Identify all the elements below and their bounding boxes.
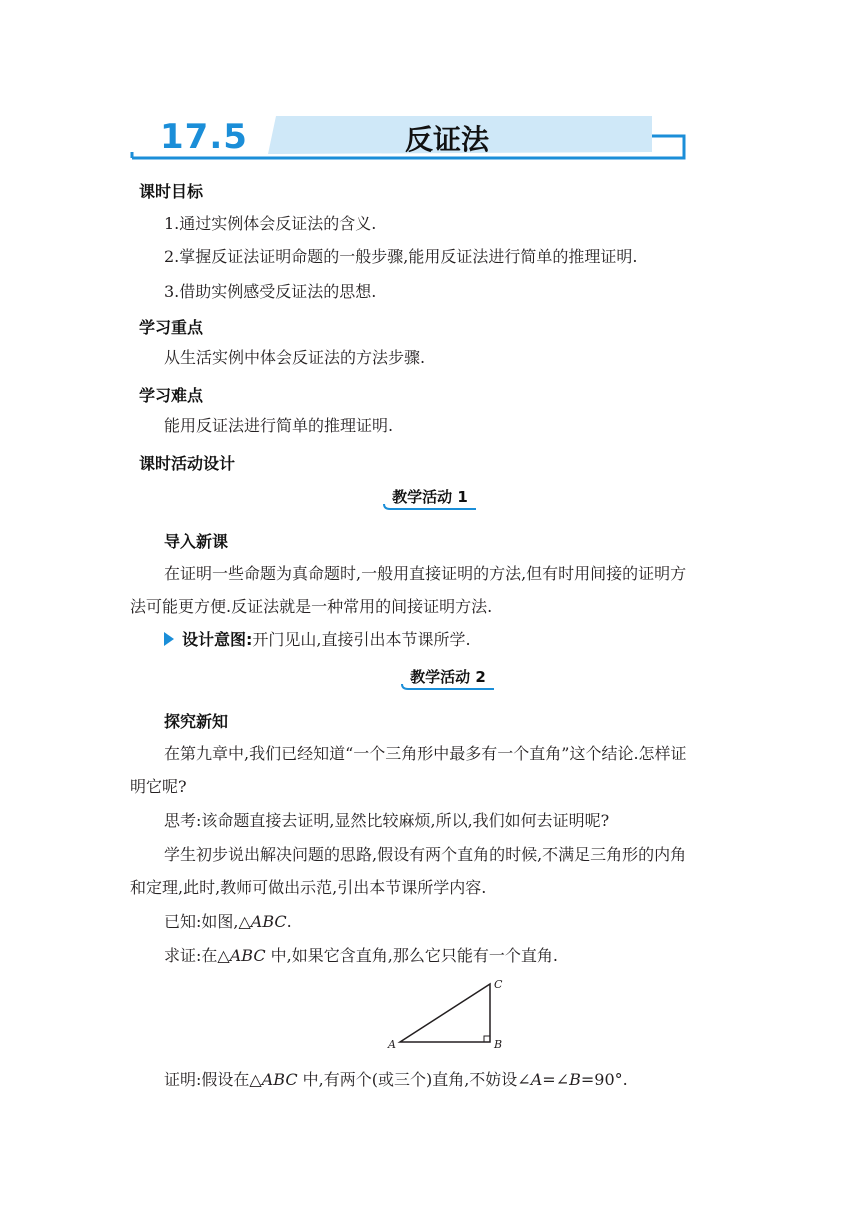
- vertex-b-label: B: [494, 1038, 503, 1051]
- bullet-arrow-icon: [164, 632, 174, 646]
- activity-2-para-1-line-2: 明它呢?: [130, 777, 187, 796]
- difficulty-text: 能用反证法进行简单的推理证明.: [164, 416, 394, 435]
- activity-2-label: 教学活动 2: [410, 668, 486, 686]
- design-intent-label: 设计意图:: [182, 630, 253, 649]
- key-points-heading: 学习重点: [139, 318, 204, 337]
- goal-3: 3.借助实例感受反证法的思想.: [164, 282, 377, 301]
- activity-2-para-1-line-1: 在第九章中,我们已经知道“一个三角形中最多有一个直角”这个结论.怎样证: [164, 744, 687, 763]
- activity-1-label: 教学活动 1: [392, 488, 468, 506]
- given-statement: 已知:如图,△ABC.: [164, 912, 292, 931]
- key-points-text: 从生活实例中体会反证法的方法步骤.: [164, 348, 426, 367]
- difficulty-heading: 学习难点: [139, 386, 204, 405]
- design-intent: [182, 629, 471, 651]
- vertex-c-label: C: [494, 978, 503, 991]
- activity-design-heading: 课时活动设计: [139, 454, 236, 473]
- prove-statement: 求证:在△ABC 中,如果它含直角,那么它只能有一个直角.: [164, 946, 558, 965]
- activity-1-underline: [382, 502, 478, 512]
- activity-2-subtitle: 探究新知: [164, 712, 229, 731]
- activity-2-para-2-line-1: 学生初步说出解决问题的思路,假设有两个直角的时候,不满足三角形的内角: [164, 845, 687, 864]
- activity-1-para-line-2: 法可能更方便.反证法就是一种常用的间接证明方法.: [130, 597, 493, 616]
- activity-1-para-line-1: 在证明一些命题为真命题时,一般用直接证明的方法,但有时用间接的证明方: [164, 564, 687, 583]
- vertex-a-label: A: [388, 1038, 396, 1051]
- proof-statement: 证明:假设在△ABC 中,有两个(或三个)直角,不妨设∠A=∠B=90°.: [164, 1070, 628, 1089]
- goal-1: 1.通过实例体会反证法的含义.: [164, 214, 377, 233]
- think-question: 思考:该命题直接去证明,显然比较麻烦,所以,我们如何去证明呢?: [164, 811, 610, 830]
- activity-2-para-2-line-2: 和定理,此时,教师可做出示范,引出本节课所学内容.: [130, 878, 487, 897]
- right-triangle-figure: [380, 972, 520, 1056]
- activity-1-subtitle: 导入新课: [164, 532, 229, 551]
- goals-heading: 课时目标: [139, 182, 204, 201]
- activity-2-underline: [400, 682, 496, 692]
- page-title: 反证法: [405, 123, 490, 156]
- goal-2: 2.掌握反证法证明命题的一般步骤,能用反证法进行简单的推理证明.: [164, 247, 638, 266]
- design-intent-text: 开门见山,直接引出本节课所学.: [252, 630, 471, 649]
- section-number: 17.5: [160, 117, 248, 157]
